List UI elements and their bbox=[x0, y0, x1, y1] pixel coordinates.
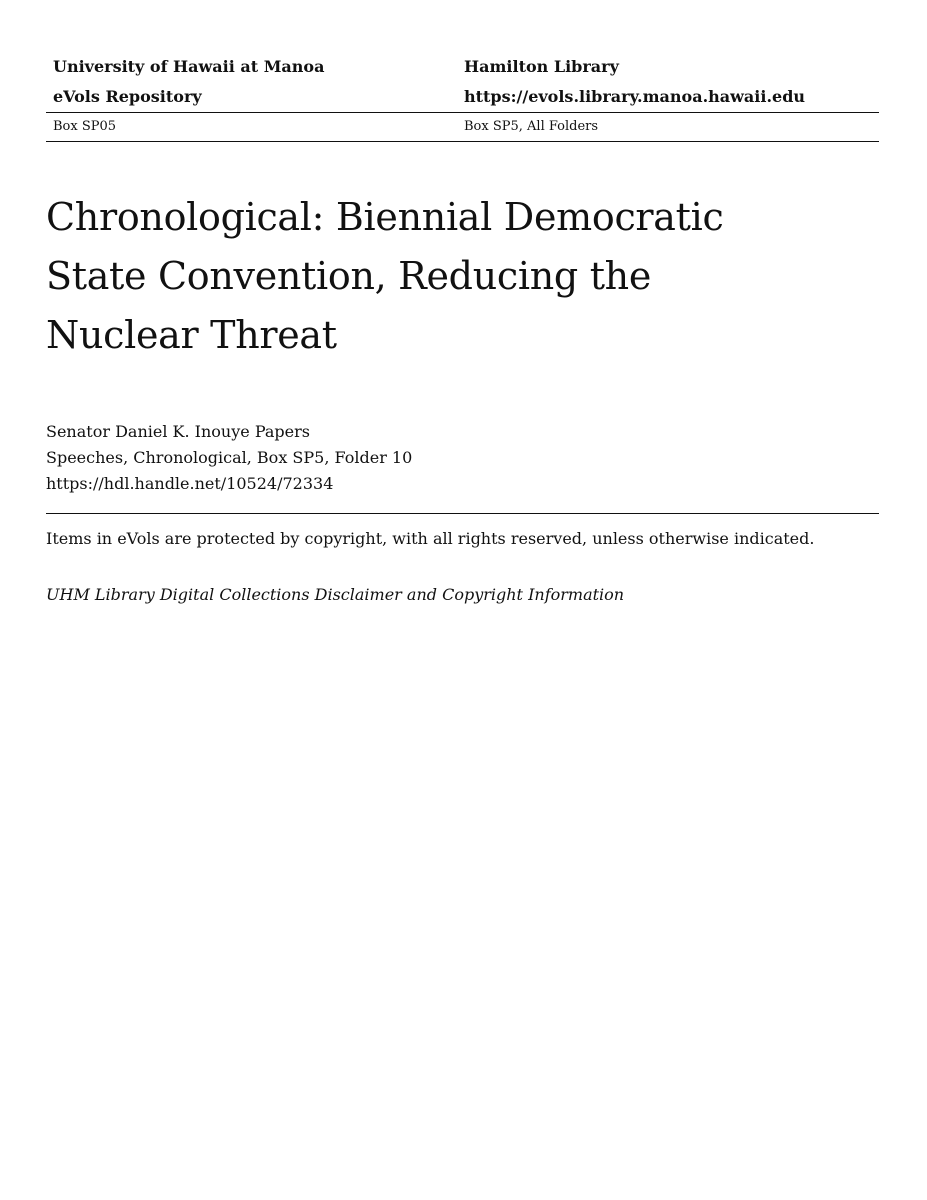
box-label: Box SP05 bbox=[53, 119, 117, 134]
box-folders-label: Box SP5, All Folders bbox=[464, 119, 599, 134]
rights-statement: Items in eVols are protected by copyright, with all rights reserved, unless otherwise indicated. bbox=[46, 529, 815, 548]
series-info: Speeches, Chronological, Box SP5, Folder 10 bbox=[46, 448, 413, 467]
header-row-box bbox=[46, 113, 879, 141]
document-metadata bbox=[46, 419, 879, 497]
metadata-divider bbox=[46, 513, 879, 514]
collection-name: Senator Daniel K. Inouye Papers bbox=[46, 422, 310, 441]
title-line-3: Nuclear Threat bbox=[46, 313, 337, 357]
repository-name: eVols Repository bbox=[53, 87, 202, 106]
title-line-2: State Convention, Reducing the bbox=[46, 254, 652, 298]
document-title bbox=[46, 188, 806, 365]
repository-url[interactable]: https://evols.library.manoa.hawaii.edu bbox=[464, 87, 806, 106]
institution-name: University of Hawaii at Manoa bbox=[53, 57, 325, 76]
header-row-institution bbox=[46, 52, 879, 82]
title-line-1: Chronological: Biennial Democratic bbox=[46, 195, 724, 239]
header-table bbox=[46, 52, 879, 142]
header-bottom-divider bbox=[46, 141, 879, 142]
library-name: Hamilton Library bbox=[464, 57, 619, 76]
header-row-repository bbox=[46, 82, 879, 112]
handle-link[interactable]: https://hdl.handle.net/10524/72334 bbox=[46, 474, 334, 493]
disclaimer-link[interactable]: UHM Library Digital Collections Disclaimer and Copyright Information bbox=[46, 585, 625, 604]
